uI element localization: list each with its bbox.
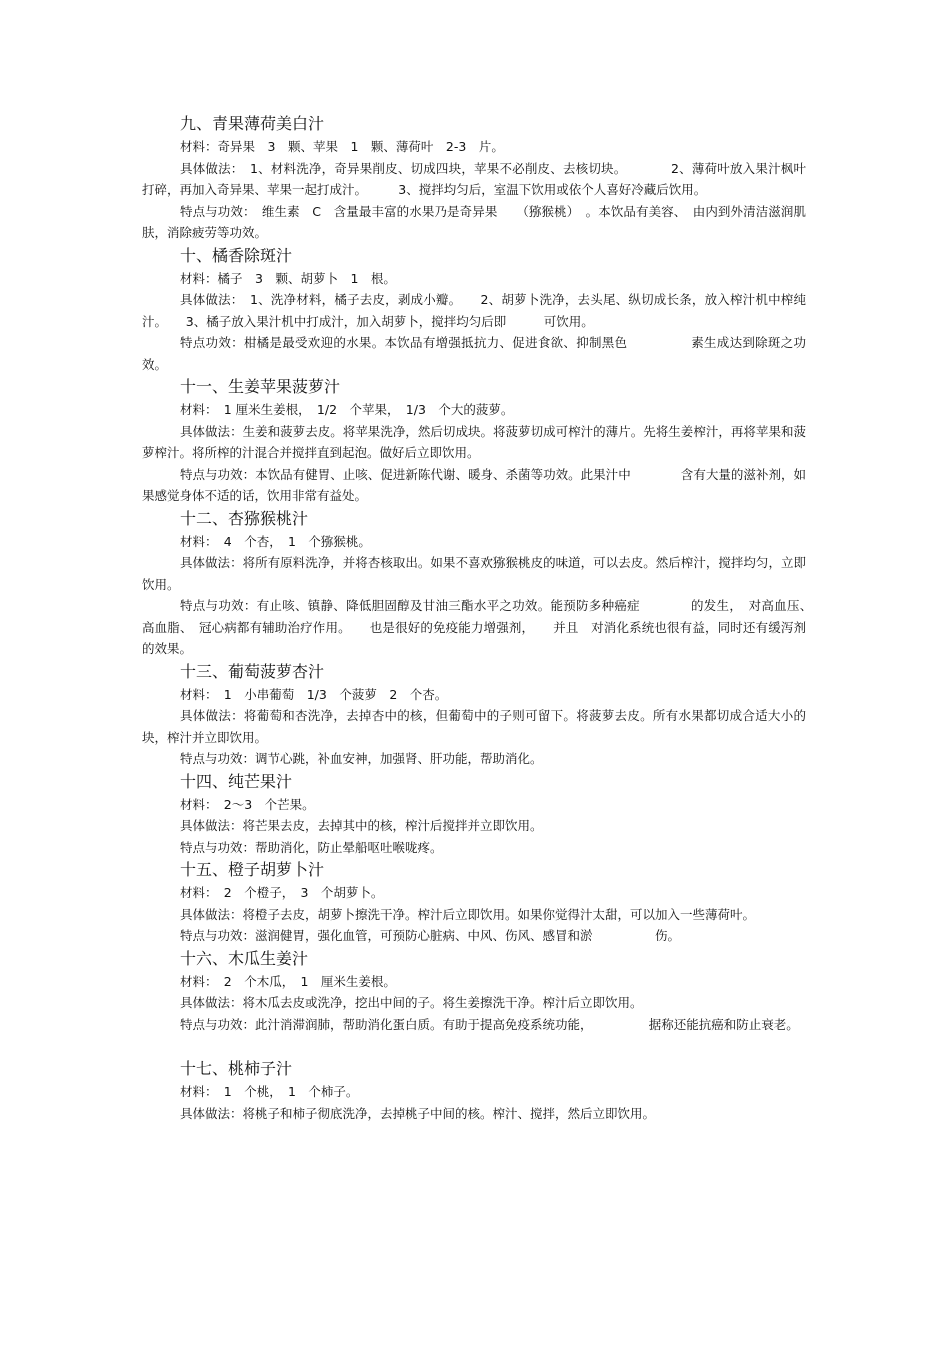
section-spacer	[142, 1035, 806, 1057]
recipe-method: 具体做法：将木瓜去皮或洗净，挖出中间的子。将生姜擦洗干净。榨汁后立即饮用。	[180, 995, 643, 1010]
recipe-effects: 特点与功效：调节心跳，补血安神，加强肾、肝功能，帮助消化。	[180, 751, 543, 766]
recipe-13	[142, 660, 806, 770]
recipe-effects: 特点与功效：此汁消滞润肺，帮助消化蛋白质。有助于提高免疫系统功能， 据称还能抗癌和防止衰老。	[180, 1016, 799, 1032]
recipe-materials: 材料： 1 厘米生姜根， 1/2 个苹果， 1/3 个大的菠萝。	[180, 402, 514, 417]
recipe-title: 十一、生姜苹果菠萝汁	[180, 377, 341, 396]
recipe-materials: 材料：橘子 3 颗、胡萝卜 1 根。	[180, 270, 396, 286]
recipe-16	[142, 947, 806, 1036]
recipe-method: 具体做法：将桃子和柿子彻底洗净，去掉桃子中间的核。榨汁、搅拌，然后立即饮用。	[180, 1105, 656, 1121]
recipe-method: 具体做法： 1、材料洗净，奇异果削皮、切成四块，苹果不必削皮、去核切块。 2、薄荷叶放入果汁枫叶打碎，再加入奇异果、苹果一起打成汁。 3、搅拌均匀后，室温下饮用或依个人喜好冷藏后饮用。	[142, 160, 806, 197]
recipe-effects: 特点与功效：帮助消化，防止晕船呕吐喉咙疼。	[180, 839, 443, 855]
recipe-materials: 材料：奇异果 3 颗、苹果 1 颗、薄荷叶 2-3 片。	[180, 139, 504, 154]
recipe-materials: 材料： 2 个橙子， 3 个胡萝卜。	[180, 885, 384, 900]
recipe-effects: 特点与功效：有止咳、镇静、降低胆固醇及甘油三酯水平之功效。能预防多种癌症 的发生， 对高血压、 高血脂、 冠心病都有辅助治疗作用。 也是很好的免疫能力增强剂， 并且 对消化系统也很有益，同时还有缓泻剂的效果。	[142, 598, 819, 656]
recipe-17	[142, 1057, 806, 1124]
recipe-method: 具体做法：将所有原料洗净，并将杏核取出。如果不喜欢猕猴桃皮的味道，可以去皮。然后榨汁，搅拌均匀，立即饮用。	[142, 555, 806, 592]
recipe-materials: 材料： 4 个杏， 1 个猕猴桃。	[180, 533, 371, 549]
recipe-10	[142, 244, 806, 376]
recipe-materials: 材料： 1 小串葡萄 1/3 个菠萝 2 个杏。	[180, 686, 448, 702]
recipe-effects: 特点功效：柑橘是最受欢迎的水果。本饮品有增强抵抗力、促进食欲、抑制黑色 素生成达到除斑之功效。	[142, 335, 806, 372]
recipe-materials: 材料： 2～3 个芒果。	[180, 796, 315, 812]
recipe-materials: 材料： 2 个木瓜， 1 厘米生姜根。	[180, 973, 396, 989]
recipe-title: 十三、葡萄菠萝杏汁	[180, 661, 325, 681]
recipe-title: 十四、纯芒果汁	[180, 771, 293, 791]
recipe-method: 具体做法：将橙子去皮，胡萝卜擦洗干净。榨汁后立即饮用。如果你觉得汁太甜，可以加入一些薄荷叶。	[180, 906, 756, 922]
recipe-method: 具体做法：将芒果去皮，去掉其中的核，榨汁后搅拌并立即饮用。	[180, 818, 543, 833]
recipe-title: 九、青果薄荷美白汁	[180, 114, 325, 133]
recipe-title: 十五、橙子胡萝卜汁	[180, 860, 325, 879]
recipe-14	[142, 770, 806, 859]
recipe-9	[142, 112, 806, 244]
recipe-title: 十七、桃柿子汁	[180, 1059, 293, 1078]
recipe-effects: 特点与功效： 维生素 C 含量最丰富的水果乃是奇异果 （猕猴桃） 。本饮品有美容、 由内到外清洁滋润肌肤，消除疲劳等功效。	[142, 203, 806, 240]
recipe-materials: 材料： 1 个桃， 1 个柿子。	[180, 1084, 359, 1099]
recipe-title: 十、橘香除斑汁	[180, 245, 293, 265]
recipe-method: 具体做法： 1、洗净材料，橘子去皮，剥成小瓣。 2、胡萝卜洗净，去头尾、纵切成长条，放入榨汁机中榨纯汁。 3、橘子放入果汁机中打成汁，加入胡萝卜，搅拌均匀后即 可饮用。	[142, 292, 806, 329]
document-page	[142, 112, 819, 1124]
recipe-title: 十二、杏猕猴桃汁	[180, 508, 309, 528]
recipe-effects: 特点与功效：滋润健胃，强化血管，可预防心脏病、中风、伤风、感冒和淤 伤。	[180, 928, 681, 943]
recipe-method: 具体做法：生姜和菠萝去皮。将苹果洗净，然后切成块。将菠萝切成可榨汁的薄片。先将生姜榨汁，再将苹果和菠萝榨汁。将所榨的汁混合并搅拌直到起泡。做好后立即饮用。	[142, 423, 806, 460]
recipe-effects: 特点与功效：本饮品有健胃、止咳、促进新陈代谢、暖身、杀菌等功效。此果汁中 含有大量的滋补剂，如果感觉身体不适的话，饮用非常有益处。	[142, 466, 806, 503]
recipe-15	[142, 858, 806, 947]
recipe-title: 十六、木瓜生姜汁	[180, 948, 309, 968]
recipe-11	[142, 375, 806, 507]
recipe-method: 具体做法：将葡萄和杏洗净，去掉杏中的核，但葡萄中的子则可留下。将菠萝去皮。所有水果都切成合适大小的块，榨汁并立即饮用。	[142, 708, 806, 745]
recipe-12	[142, 507, 819, 660]
